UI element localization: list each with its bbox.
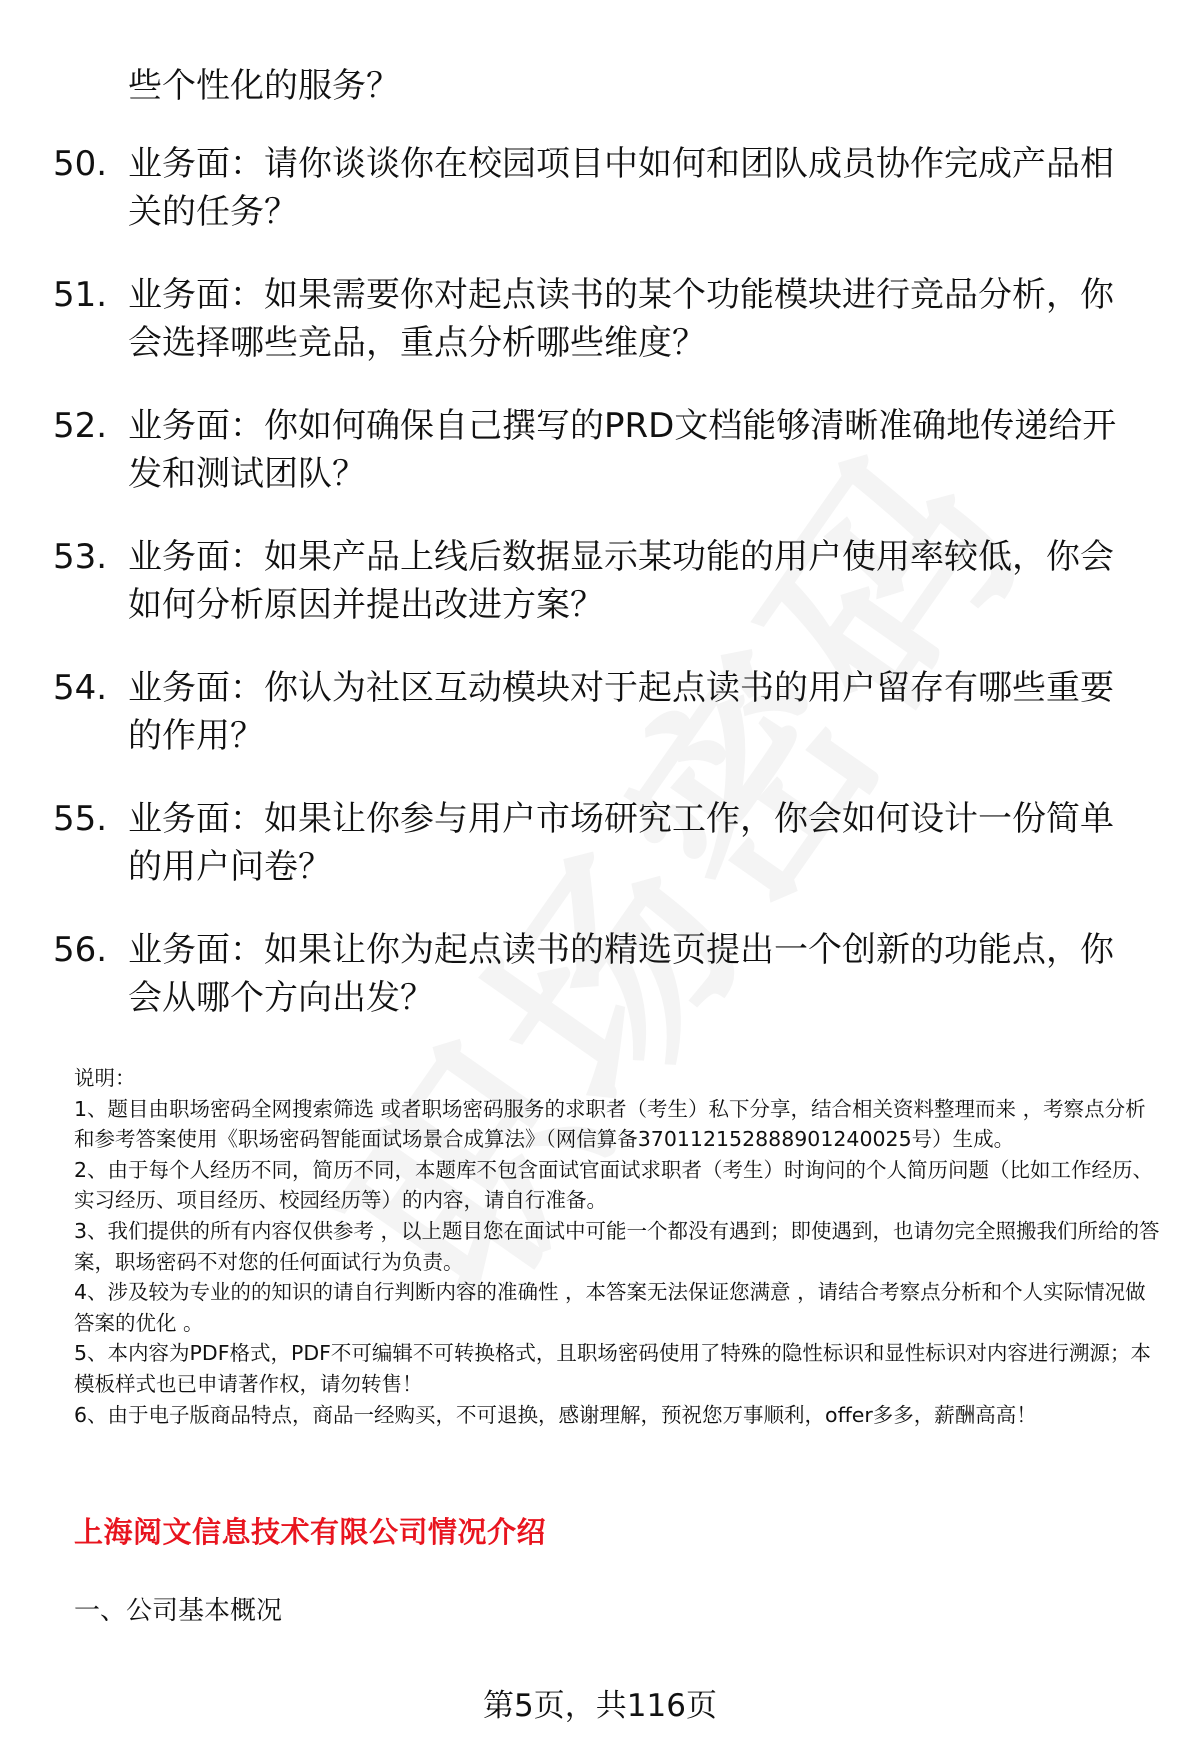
- page-footer: 第5页，共116页: [483, 1688, 717, 1724]
- question-number: 53.: [53, 537, 108, 577]
- question-text: 业务面：你如何确保自己撰写的PRD文档能够清晰准确地传递给开发和测试团队？: [128, 406, 1117, 494]
- question-number: 50.: [53, 144, 108, 184]
- section-title: 上海阅文信息技术有限公司情况介绍: [74, 1515, 547, 1549]
- question-number: 51.: [53, 275, 108, 315]
- notes-heading: 说明：: [74, 1066, 136, 1090]
- question-text: 业务面：如果需要你对起点读书的某个功能模块进行竞品分析，你会选择哪些竞品，重点分析哪些维度？: [128, 275, 1114, 363]
- question-number: 55.: [53, 799, 108, 839]
- question-text: 业务面：如果让你为起点读书的精选页提出一个创新的功能点，你会从哪个方向出发？: [128, 930, 1114, 1018]
- question-number: 54.: [53, 668, 108, 708]
- subsection-title: 一、公司基本概况: [74, 1596, 283, 1626]
- note-item: 3、我们提供的所有内容仅供参考 ，以上题目您在面试中可能一个都没有遇到；即使遇到，也请勿完全照搬我们所给的答案，职场密码不对您的任何面试行为负责。: [74, 1218, 1160, 1274]
- question-text: 业务面：如果让你参与用户市场研究工作，你会如何设计一份简单的用户问卷？: [128, 799, 1114, 887]
- note-item: 2、由于每个人经历不同，简历不同，本题库不包含面试官面试求职者（考生）时询问的个人简历问题（比如工作经历、实习经历、项目经历、校园经历等）的内容，请自行准备。: [74, 1157, 1154, 1213]
- question-item: [53, 533, 1143, 629]
- question-item: [53, 140, 1143, 236]
- question-item: [53, 402, 1143, 498]
- question-number: 52.: [53, 406, 108, 446]
- question-item: [53, 795, 1143, 891]
- note-item: 6、由于电子版商品特点，商品一经购买，不可退换，感谢理解，预祝您万事顺利，offer多多，薪酬高高！: [74, 1402, 1037, 1427]
- question-continuation: 些个性化的服务？: [128, 66, 400, 106]
- question-item: [53, 664, 1143, 760]
- question-text: 业务面：请你谈谈你在校园项目中如何和团队成员协作完成产品相关的任务？: [128, 144, 1114, 232]
- note-item: 1、题目由职场密码全网搜索筛选 或者职场密码服务的求职者（考生）私下分享，结合相关资料整理而来 ，考察点分析和参考答案使用《职场密码智能面试场景合成算法》（网信算备370112152888901240025号）生成。: [74, 1096, 1146, 1152]
- question-text: 业务面：如果产品上线后数据显示某功能的用户使用率较低，你会如何分析原因并提出改进方案？: [128, 537, 1114, 625]
- question-text: 业务面：你认为社区互动模块对于起点读书的用户留存有哪些重要的作用？: [128, 668, 1114, 756]
- question-item: [53, 271, 1143, 367]
- notes-section: [74, 1063, 1164, 1430]
- note-item: 4、涉及较为专业的的知识的请自行判断内容的准确性 ，本答案无法保证您满意 ，请结合考察点分析和个人实际情况做答案的优化 。: [74, 1280, 1146, 1335]
- question-item: [53, 926, 1143, 1022]
- note-item: 5、本内容为PDF格式，PDF不可编辑不可转换格式，且职场密码使用了特殊的隐性标识和显性标识对内容进行溯源；本模板样式也已申请著作权，请勿转售！: [74, 1341, 1151, 1396]
- question-number: 56.: [53, 930, 108, 970]
